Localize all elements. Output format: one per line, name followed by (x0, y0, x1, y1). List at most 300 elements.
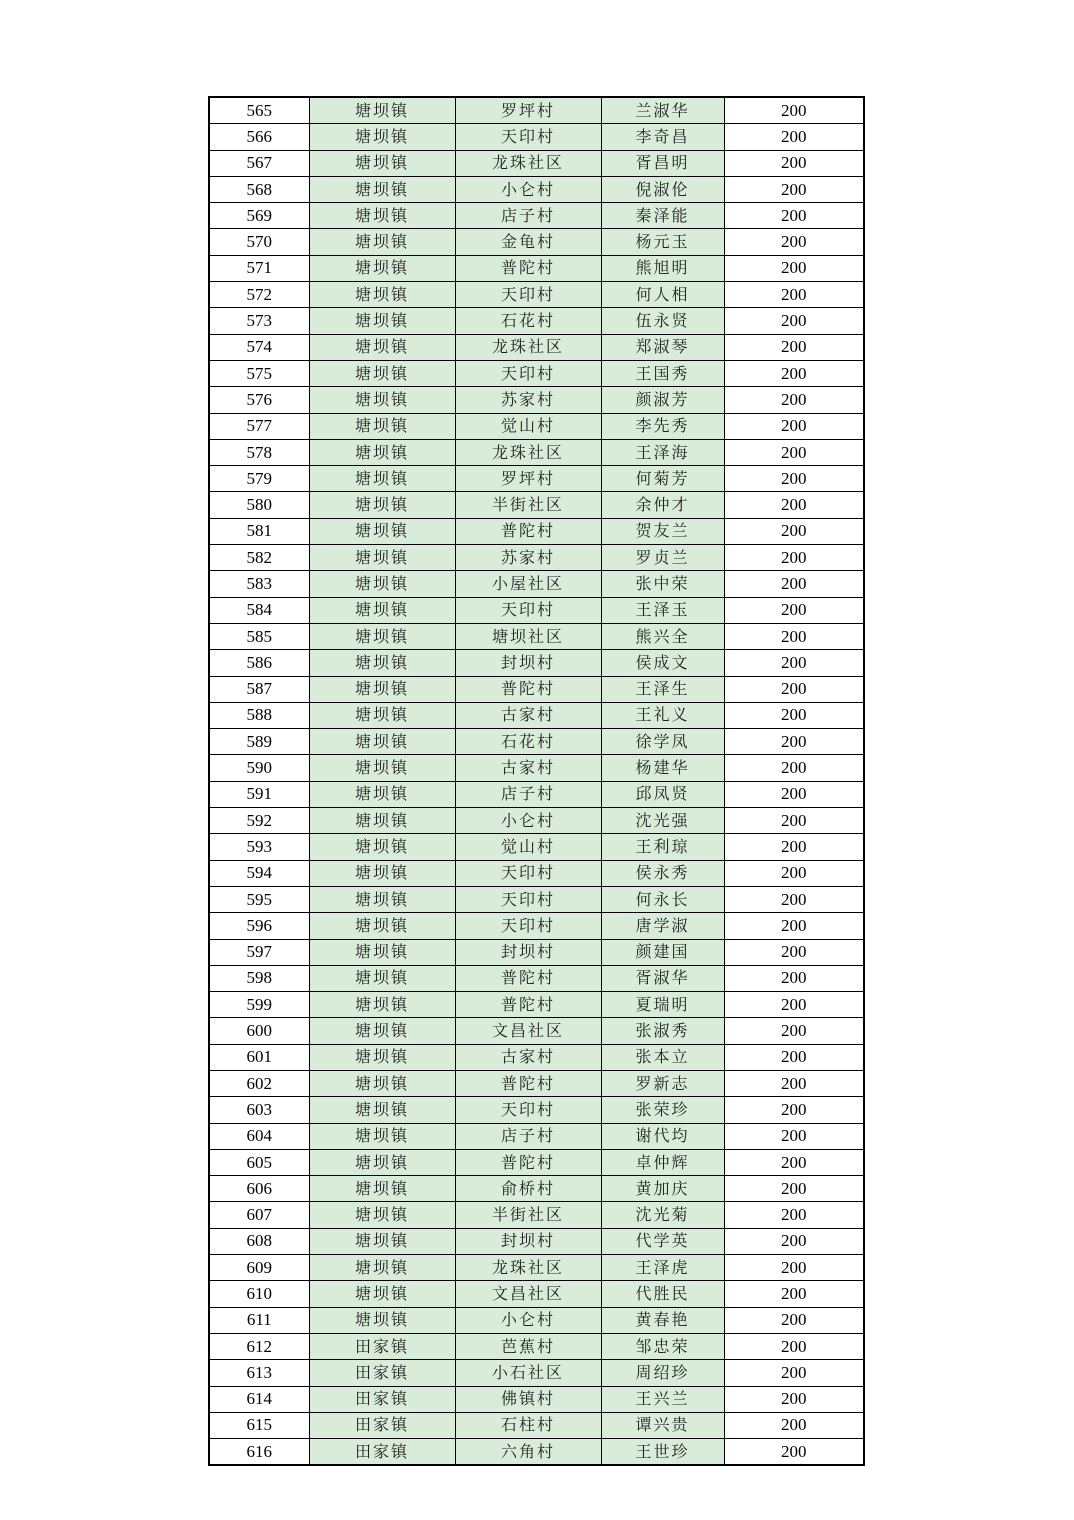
amount-cell: 200 (724, 97, 864, 124)
person-name-cell: 罗新志 (601, 1070, 724, 1096)
town-cell: 塘坝镇 (309, 176, 455, 202)
town-cell: 塘坝镇 (309, 1018, 455, 1044)
town-cell: 塘坝镇 (309, 282, 455, 308)
amount-cell: 200 (724, 1176, 864, 1202)
amount-cell: 200 (724, 1307, 864, 1333)
person-name-cell: 夏瑞明 (601, 992, 724, 1018)
town-cell: 塘坝镇 (309, 650, 455, 676)
row-index-cell: 567 (209, 150, 309, 176)
person-name-cell: 沈光菊 (601, 1202, 724, 1228)
row-index-cell: 613 (209, 1360, 309, 1386)
village-cell: 芭蕉村 (455, 1333, 601, 1359)
village-cell: 天印村 (455, 597, 601, 623)
amount-cell: 200 (724, 702, 864, 728)
town-cell: 塘坝镇 (309, 808, 455, 834)
amount-cell: 200 (724, 466, 864, 492)
village-cell: 六角村 (455, 1439, 601, 1466)
person-name-cell: 侯永秀 (601, 860, 724, 886)
row-index-cell: 589 (209, 729, 309, 755)
table-row (209, 1097, 864, 1123)
person-name-cell: 沈光强 (601, 808, 724, 834)
village-cell: 封坝村 (455, 1228, 601, 1254)
person-name-cell: 何人相 (601, 282, 724, 308)
amount-cell: 200 (724, 387, 864, 413)
town-cell: 塘坝镇 (309, 413, 455, 439)
amount-cell: 200 (724, 1018, 864, 1044)
person-name-cell: 王泽虎 (601, 1255, 724, 1281)
person-name-cell: 倪淑伦 (601, 176, 724, 202)
table-row (209, 676, 864, 702)
village-cell: 罗坪村 (455, 97, 601, 124)
person-name-cell: 兰淑华 (601, 97, 724, 124)
town-cell: 塘坝镇 (309, 308, 455, 334)
person-name-cell: 王世珍 (601, 1439, 724, 1466)
village-cell: 普陀村 (455, 255, 601, 281)
row-index-cell: 577 (209, 413, 309, 439)
amount-cell: 200 (724, 1202, 864, 1228)
amount-cell: 200 (724, 1360, 864, 1386)
amount-cell: 200 (724, 439, 864, 465)
amount-cell: 200 (724, 203, 864, 229)
person-name-cell: 邱凤贤 (601, 781, 724, 807)
town-cell: 塘坝镇 (309, 1255, 455, 1281)
person-name-cell: 张本立 (601, 1044, 724, 1070)
table-row (209, 1386, 864, 1412)
village-cell: 龙珠社区 (455, 150, 601, 176)
town-cell: 塘坝镇 (309, 1228, 455, 1254)
row-index-cell: 566 (209, 124, 309, 150)
person-name-cell: 张中荣 (601, 571, 724, 597)
row-index-cell: 565 (209, 97, 309, 124)
village-cell: 石花村 (455, 308, 601, 334)
village-cell: 店子村 (455, 203, 601, 229)
table-row (209, 1307, 864, 1333)
town-cell: 塘坝镇 (309, 492, 455, 518)
row-index-cell: 593 (209, 834, 309, 860)
amount-cell: 200 (724, 545, 864, 571)
person-name-cell: 代胜民 (601, 1281, 724, 1307)
town-cell: 塘坝镇 (309, 1123, 455, 1149)
town-cell: 塘坝镇 (309, 545, 455, 571)
person-name-cell: 谢代均 (601, 1123, 724, 1149)
amount-cell: 200 (724, 1281, 864, 1307)
row-index-cell: 582 (209, 545, 309, 571)
table-row (209, 124, 864, 150)
amount-cell: 200 (724, 176, 864, 202)
table-row (209, 860, 864, 886)
row-index-cell: 603 (209, 1097, 309, 1123)
row-index-cell: 607 (209, 1202, 309, 1228)
town-cell: 塘坝镇 (309, 965, 455, 991)
row-index-cell: 572 (209, 282, 309, 308)
row-index-cell: 585 (209, 623, 309, 649)
village-cell: 俞桥村 (455, 1176, 601, 1202)
amount-cell: 200 (724, 1123, 864, 1149)
village-cell: 封坝村 (455, 650, 601, 676)
row-index-cell: 575 (209, 360, 309, 386)
village-cell: 天印村 (455, 1097, 601, 1123)
town-cell: 田家镇 (309, 1333, 455, 1359)
person-name-cell: 王国秀 (601, 360, 724, 386)
table-row (209, 1044, 864, 1070)
town-cell: 塘坝镇 (309, 939, 455, 965)
table-row (209, 229, 864, 255)
row-index-cell: 602 (209, 1070, 309, 1096)
village-cell: 天印村 (455, 860, 601, 886)
row-index-cell: 591 (209, 781, 309, 807)
village-cell: 小屋社区 (455, 571, 601, 597)
town-cell: 塘坝镇 (309, 1149, 455, 1175)
town-cell: 塘坝镇 (309, 623, 455, 649)
amount-cell: 200 (724, 597, 864, 623)
row-index-cell: 570 (209, 229, 309, 255)
amount-cell: 200 (724, 255, 864, 281)
table-row (209, 1149, 864, 1175)
row-index-cell: 594 (209, 860, 309, 886)
table-row (209, 97, 864, 124)
table-row (209, 965, 864, 991)
town-cell: 塘坝镇 (309, 702, 455, 728)
town-cell: 塘坝镇 (309, 1044, 455, 1070)
village-cell: 觉山村 (455, 834, 601, 860)
village-cell: 小石社区 (455, 1360, 601, 1386)
village-cell: 普陀村 (455, 992, 601, 1018)
table-row (209, 623, 864, 649)
table-row (209, 334, 864, 360)
village-cell: 小仑村 (455, 176, 601, 202)
table-row (209, 255, 864, 281)
town-cell: 塘坝镇 (309, 1097, 455, 1123)
amount-cell: 200 (724, 755, 864, 781)
village-cell: 金龟村 (455, 229, 601, 255)
town-cell: 塘坝镇 (309, 597, 455, 623)
table-row (209, 992, 864, 1018)
amount-cell: 200 (724, 308, 864, 334)
town-cell: 塘坝镇 (309, 729, 455, 755)
table-row (209, 834, 864, 860)
person-name-cell: 谭兴贵 (601, 1412, 724, 1438)
person-name-cell: 秦泽能 (601, 203, 724, 229)
person-name-cell: 王泽海 (601, 439, 724, 465)
town-cell: 田家镇 (309, 1386, 455, 1412)
person-name-cell: 胥昌明 (601, 150, 724, 176)
amount-cell: 200 (724, 729, 864, 755)
amount-cell: 200 (724, 992, 864, 1018)
amount-cell: 200 (724, 1149, 864, 1175)
village-cell: 小仑村 (455, 808, 601, 834)
amount-cell: 200 (724, 913, 864, 939)
row-index-cell: 579 (209, 466, 309, 492)
table-row (209, 729, 864, 755)
village-cell: 石柱村 (455, 1412, 601, 1438)
row-index-cell: 615 (209, 1412, 309, 1438)
amount-cell: 200 (724, 150, 864, 176)
town-cell: 塘坝镇 (309, 387, 455, 413)
table-row (209, 1412, 864, 1438)
person-name-cell: 何菊芳 (601, 466, 724, 492)
village-cell: 塘坝社区 (455, 623, 601, 649)
person-name-cell: 张淑秀 (601, 1018, 724, 1044)
row-index-cell: 611 (209, 1307, 309, 1333)
row-index-cell: 612 (209, 1333, 309, 1359)
village-cell: 古家村 (455, 755, 601, 781)
person-name-cell: 邹忠荣 (601, 1333, 724, 1359)
town-cell: 田家镇 (309, 1412, 455, 1438)
table-row (209, 886, 864, 912)
row-index-cell: 580 (209, 492, 309, 518)
person-name-cell: 王兴兰 (601, 1386, 724, 1412)
village-cell: 半街社区 (455, 492, 601, 518)
village-cell: 天印村 (455, 886, 601, 912)
amount-cell: 200 (724, 834, 864, 860)
row-index-cell: 609 (209, 1255, 309, 1281)
town-cell: 塘坝镇 (309, 518, 455, 544)
table-row (209, 1123, 864, 1149)
town-cell: 塘坝镇 (309, 886, 455, 912)
amount-cell: 200 (724, 1044, 864, 1070)
row-index-cell: 616 (209, 1439, 309, 1466)
person-name-cell: 王泽生 (601, 676, 724, 702)
amount-cell: 200 (724, 939, 864, 965)
person-name-cell: 王利琼 (601, 834, 724, 860)
row-index-cell: 601 (209, 1044, 309, 1070)
town-cell: 塘坝镇 (309, 1202, 455, 1228)
table-row (209, 808, 864, 834)
amount-cell: 200 (724, 781, 864, 807)
town-cell: 塘坝镇 (309, 860, 455, 886)
town-cell: 田家镇 (309, 1360, 455, 1386)
row-index-cell: 568 (209, 176, 309, 202)
table-row (209, 1281, 864, 1307)
person-name-cell: 郑淑琴 (601, 334, 724, 360)
village-cell: 普陀村 (455, 518, 601, 544)
table-row (209, 755, 864, 781)
amount-cell: 200 (724, 860, 864, 886)
village-cell: 天印村 (455, 282, 601, 308)
person-name-cell: 王泽玉 (601, 597, 724, 623)
row-index-cell: 581 (209, 518, 309, 544)
table-row (209, 492, 864, 518)
table-row (209, 1255, 864, 1281)
village-cell: 店子村 (455, 781, 601, 807)
row-index-cell: 583 (209, 571, 309, 597)
row-index-cell: 608 (209, 1228, 309, 1254)
village-cell: 普陀村 (455, 1070, 601, 1096)
table-row (209, 1228, 864, 1254)
person-name-cell: 唐学淑 (601, 913, 724, 939)
row-index-cell: 595 (209, 886, 309, 912)
row-index-cell: 586 (209, 650, 309, 676)
village-cell: 普陀村 (455, 965, 601, 991)
village-cell: 古家村 (455, 1044, 601, 1070)
person-name-cell: 代学英 (601, 1228, 724, 1254)
table-row (209, 176, 864, 202)
village-cell: 店子村 (455, 1123, 601, 1149)
town-cell: 塘坝镇 (309, 1176, 455, 1202)
village-cell: 龙珠社区 (455, 1255, 601, 1281)
person-name-cell: 颜淑芳 (601, 387, 724, 413)
table-row (209, 1333, 864, 1359)
village-cell: 龙珠社区 (455, 334, 601, 360)
person-name-cell: 杨建华 (601, 755, 724, 781)
amount-cell: 200 (724, 623, 864, 649)
amount-cell: 200 (724, 676, 864, 702)
amount-cell: 200 (724, 1070, 864, 1096)
town-cell: 塘坝镇 (309, 676, 455, 702)
subsidy-table (208, 96, 865, 1466)
town-cell: 塘坝镇 (309, 466, 455, 492)
amount-cell: 200 (724, 808, 864, 834)
village-cell: 觉山村 (455, 413, 601, 439)
table-row (209, 939, 864, 965)
row-index-cell: 587 (209, 676, 309, 702)
amount-cell: 200 (724, 1255, 864, 1281)
village-cell: 佛镇村 (455, 1386, 601, 1412)
amount-cell: 200 (724, 334, 864, 360)
village-cell: 古家村 (455, 702, 601, 728)
town-cell: 塘坝镇 (309, 229, 455, 255)
amount-cell: 200 (724, 886, 864, 912)
amount-cell: 200 (724, 360, 864, 386)
person-name-cell: 胥淑华 (601, 965, 724, 991)
town-cell: 塘坝镇 (309, 1281, 455, 1307)
village-cell: 封坝村 (455, 939, 601, 965)
row-index-cell: 578 (209, 439, 309, 465)
row-index-cell: 584 (209, 597, 309, 623)
town-cell: 塘坝镇 (309, 571, 455, 597)
table-row (209, 781, 864, 807)
town-cell: 塘坝镇 (309, 439, 455, 465)
village-cell: 苏家村 (455, 387, 601, 413)
row-index-cell: 588 (209, 702, 309, 728)
person-name-cell: 熊旭明 (601, 255, 724, 281)
town-cell: 塘坝镇 (309, 203, 455, 229)
amount-cell: 200 (724, 518, 864, 544)
row-index-cell: 604 (209, 1123, 309, 1149)
person-name-cell: 卓仲辉 (601, 1149, 724, 1175)
amount-cell: 200 (724, 1228, 864, 1254)
person-name-cell: 贺友兰 (601, 518, 724, 544)
person-name-cell: 余仲才 (601, 492, 724, 518)
person-name-cell: 王礼义 (601, 702, 724, 728)
table-row (209, 413, 864, 439)
row-index-cell: 590 (209, 755, 309, 781)
table-row (209, 702, 864, 728)
table-row (209, 360, 864, 386)
person-name-cell: 周绍珍 (601, 1360, 724, 1386)
row-index-cell: 576 (209, 387, 309, 413)
table-row (209, 439, 864, 465)
person-name-cell: 张荣珍 (601, 1097, 724, 1123)
town-cell: 塘坝镇 (309, 255, 455, 281)
town-cell: 塘坝镇 (309, 1307, 455, 1333)
amount-cell: 200 (724, 1412, 864, 1438)
table-row (209, 597, 864, 623)
person-name-cell: 李先秀 (601, 413, 724, 439)
table-row (209, 1360, 864, 1386)
table-row (209, 1018, 864, 1044)
village-cell: 石花村 (455, 729, 601, 755)
town-cell: 塘坝镇 (309, 97, 455, 124)
table-row (209, 1070, 864, 1096)
town-cell: 塘坝镇 (309, 124, 455, 150)
amount-cell: 200 (724, 124, 864, 150)
row-index-cell: 605 (209, 1149, 309, 1175)
town-cell: 塘坝镇 (309, 913, 455, 939)
amount-cell: 200 (724, 1386, 864, 1412)
table-row (209, 308, 864, 334)
table-row (209, 150, 864, 176)
village-cell: 普陀村 (455, 676, 601, 702)
person-name-cell: 杨元玉 (601, 229, 724, 255)
row-index-cell: 598 (209, 965, 309, 991)
table-row (209, 571, 864, 597)
person-name-cell: 李奇昌 (601, 124, 724, 150)
row-index-cell: 569 (209, 203, 309, 229)
person-name-cell: 何永长 (601, 886, 724, 912)
village-cell: 罗坪村 (455, 466, 601, 492)
row-index-cell: 614 (209, 1386, 309, 1412)
amount-cell: 200 (724, 1439, 864, 1466)
table-row (209, 203, 864, 229)
row-index-cell: 600 (209, 1018, 309, 1044)
row-index-cell: 599 (209, 992, 309, 1018)
person-name-cell: 伍永贤 (601, 308, 724, 334)
town-cell: 塘坝镇 (309, 834, 455, 860)
row-index-cell: 574 (209, 334, 309, 360)
person-name-cell: 侯成文 (601, 650, 724, 676)
amount-cell: 200 (724, 492, 864, 518)
row-index-cell: 597 (209, 939, 309, 965)
row-index-cell: 610 (209, 1281, 309, 1307)
row-index-cell: 592 (209, 808, 309, 834)
amount-cell: 200 (724, 282, 864, 308)
village-cell: 小仑村 (455, 1307, 601, 1333)
row-index-cell: 571 (209, 255, 309, 281)
village-cell: 文昌社区 (455, 1018, 601, 1044)
table-row (209, 387, 864, 413)
row-index-cell: 573 (209, 308, 309, 334)
person-name-cell: 黄加庆 (601, 1176, 724, 1202)
town-cell: 塘坝镇 (309, 755, 455, 781)
person-name-cell: 罗贞兰 (601, 545, 724, 571)
amount-cell: 200 (724, 571, 864, 597)
village-cell: 半街社区 (455, 1202, 601, 1228)
person-name-cell: 熊兴全 (601, 623, 724, 649)
table-row (209, 1202, 864, 1228)
table-row (209, 913, 864, 939)
amount-cell: 200 (724, 1333, 864, 1359)
person-name-cell: 黄春艳 (601, 1307, 724, 1333)
town-cell: 塘坝镇 (309, 360, 455, 386)
town-cell: 田家镇 (309, 1439, 455, 1466)
table-row (209, 545, 864, 571)
table-body (209, 97, 864, 1465)
town-cell: 塘坝镇 (309, 150, 455, 176)
amount-cell: 200 (724, 965, 864, 991)
amount-cell: 200 (724, 413, 864, 439)
village-cell: 天印村 (455, 124, 601, 150)
amount-cell: 200 (724, 229, 864, 255)
town-cell: 塘坝镇 (309, 1070, 455, 1096)
table-row (209, 1176, 864, 1202)
row-index-cell: 606 (209, 1176, 309, 1202)
amount-cell: 200 (724, 1097, 864, 1123)
amount-cell: 200 (724, 650, 864, 676)
village-cell: 天印村 (455, 913, 601, 939)
person-name-cell: 颜建国 (601, 939, 724, 965)
village-cell: 苏家村 (455, 545, 601, 571)
